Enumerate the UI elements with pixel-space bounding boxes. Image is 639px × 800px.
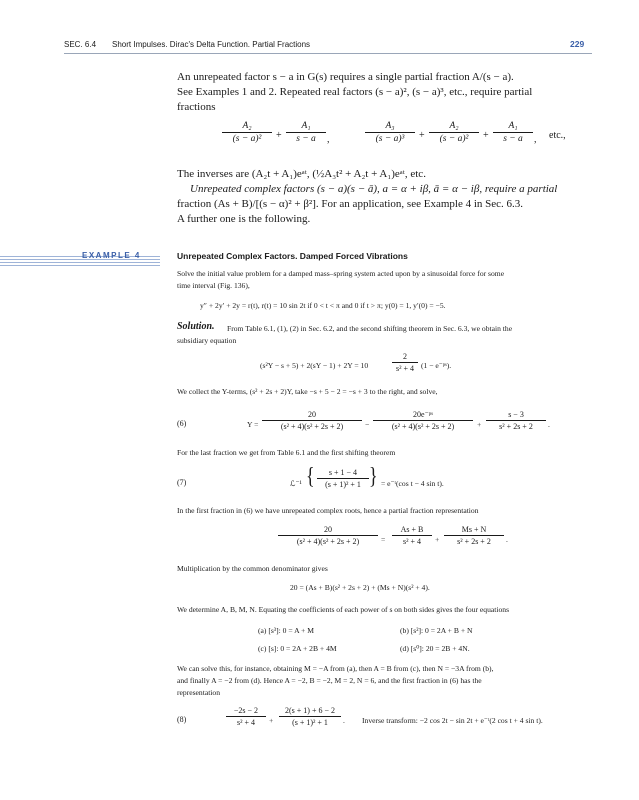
pf-fraction-2: As + B s² + 4 [392,525,432,546]
comma: , [534,134,537,145]
eq6-fraction-2: 20e⁻ᵖˢ (s² + 4)(s² + 2s + 2) [373,410,473,431]
fraction-a1-lin-2: A₁ s − a [493,121,533,144]
ode-statement: y″ + 2y′ + 2y = r(t), r(t) = 10 sin 2t if 0 < t < π and 0 if t > π; y(0) = 1, y′(0) = −5. [200,301,446,310]
eq8-plus: + [269,716,274,725]
subsidiary-lhs: (s²Y − s + 5) + 2(sY − 1) + 2Y = 10 [260,361,369,370]
fraction-a3-cube: A₃ (s − a)³ [365,121,415,144]
lastfrac-line: For the last fraction we get from Table 6.1 and the first shifting theorem [177,448,396,457]
comma: , [327,134,330,145]
pf-fraction-1: 20 (s² + 4)(s² + 2s + 2) [278,525,378,546]
collect-line: We collect the Y-terms, (s² + 2s + 2)Y, take −s + 5 − 2 = −s + 3 to the right, and solve, [177,387,438,396]
header-title: Short Impulses. Dirac's Delta Function. Partial Fractions [112,40,311,49]
common-denominator-equation: 20 = (As + B)(s² + 2s + 2) + (Ms + N)(s² + 4). [290,583,430,592]
firstfrac-line: In the first fraction in (6) we have unrepeated complex roots, hence a partial fraction representation [177,506,479,515]
eq8-end: . [343,716,345,725]
left-brace: { [306,462,315,489]
complex-line-2: fraction (As + B)/[(s − α)² + β²]. For an application, see Example 4 in Sec. 6.3. [177,198,524,210]
intro-line-3: fractions [177,101,216,113]
solve-line-1: We can solve this, for instance, obtaining M = −A from (a), then A = B from (c), then N = −3A from (b), [177,664,494,673]
fraction-a2-sq: A₂ (s − a)² [222,121,272,144]
example-title: Unrepeated Complex Factors. Damped Forced Vibrations [177,251,408,261]
determine-line: We determine A, B, M, N. Equating the coefficients of each power of s on both sides gives the four equations [177,605,510,614]
solve-line-3: representation [177,688,221,697]
complex-line-1: Unrepeated complex factors (s − a)(s − ā), a = α + iβ, ā = α − iβ, require a partial [190,183,558,195]
subsidiary-tail: (1 − e⁻ᵖˢ). [421,361,452,370]
fraction-a1-lin: A₁ s − a [286,121,326,144]
eq6-fraction-3: s − 3 s² + 2s + 2 [486,410,546,431]
inverses-line: The inverses are (A₂t + A₁)eᵃᵗ, (½A₃t² + A₂t + A₁)eᵃᵗ, etc. [177,168,426,180]
eq8-inverse-transform: Inverse transform: −2 cos 2t − sin 2t + e⁻ᵗ(2 cos t + 4 sin t). [362,716,543,725]
eq6-number: (6) [177,419,187,428]
subsidiary-fraction: 2 s² + 4 [392,352,418,373]
eq6-lhs: Y = [247,420,259,429]
pf-plus: + [435,535,440,544]
plus-sign: + [276,130,282,141]
eq6-minus: − [365,420,370,429]
eq7-number: (7) [177,478,187,487]
problem-line-2: time interval (Fig. 136), [177,281,250,290]
problem-line-1: Solve the initial value problem for a damped mass–spring system acted upon by a sinusoidal force for some [177,269,505,278]
multiply-line: Multiplication by the common denominator gives [177,564,328,573]
pf-end: . [506,535,508,544]
plus-sign: + [419,130,425,141]
pf-equals: = [381,535,386,544]
eq6-fraction-1: 20 (s² + 4)(s² + 2s + 2) [262,410,362,431]
solution-line-1: From Table 6.1, (1), (2) in Sec. 6.2, and the second shifting theorem in Sec. 6.3, we obtain the [227,324,513,333]
eq8-number: (8) [177,715,187,724]
complex-line-3: A further one is the following. [177,213,311,225]
equation-d: (d) [s⁰]: 20 = 2B + 4N. [400,644,470,653]
header-rule [64,53,592,54]
eq7-rhs: = e⁻ᵗ(cos t − 4 sin t). [381,479,444,488]
equation-c: (c) [s]: 0 = 2A + 2B + 4M [258,644,337,653]
pf-fraction-3: Ms + N s² + 2s + 2 [444,525,504,546]
solution-line-2: subsidiary equation [177,336,237,345]
eq6-end: . [548,420,550,429]
intro-line-2: See Examples 1 and 2. Repeated real factors (s − a)², (s − a)³, etc., require partial [177,86,533,98]
solve-line-2: and finally A = −2 from (d). Hence A = −2, B = −2, M = 2, N = 6, and the first fraction in (6) has the [177,676,482,685]
eq6-plus: + [477,420,482,429]
example-label: EXAMPLE 4 [82,251,141,260]
eq8-fraction-2: 2(s + 1) + 6 − 2 (s + 1)² + 1 [279,706,341,727]
equation-b: (b) [s²]: 0 = 2A + B + N [400,626,473,635]
eq8-fraction-1: −2s − 2 s² + 4 [226,706,266,727]
right-brace: } [369,462,378,489]
etc-text: etc., [549,130,566,141]
plus-sign: + [483,130,489,141]
inverse-laplace-symbol: ℒ⁻¹ [290,479,302,488]
page-number: 229 [570,39,585,49]
intro-line-1: An unrepeated factor s − a in G(s) requires a single partial fraction A/(s − a). [177,71,514,83]
eq7-fraction: s + 1 − 4 (s + 1)² + 1 [317,468,369,489]
fraction-a2-sq-2: A₂ (s − a)² [429,121,479,144]
equation-a: (a) [s³]: 0 = A + M [258,626,314,635]
solution-label: Solution. [177,321,215,332]
header-section: SEC. 6.4 [64,40,97,49]
